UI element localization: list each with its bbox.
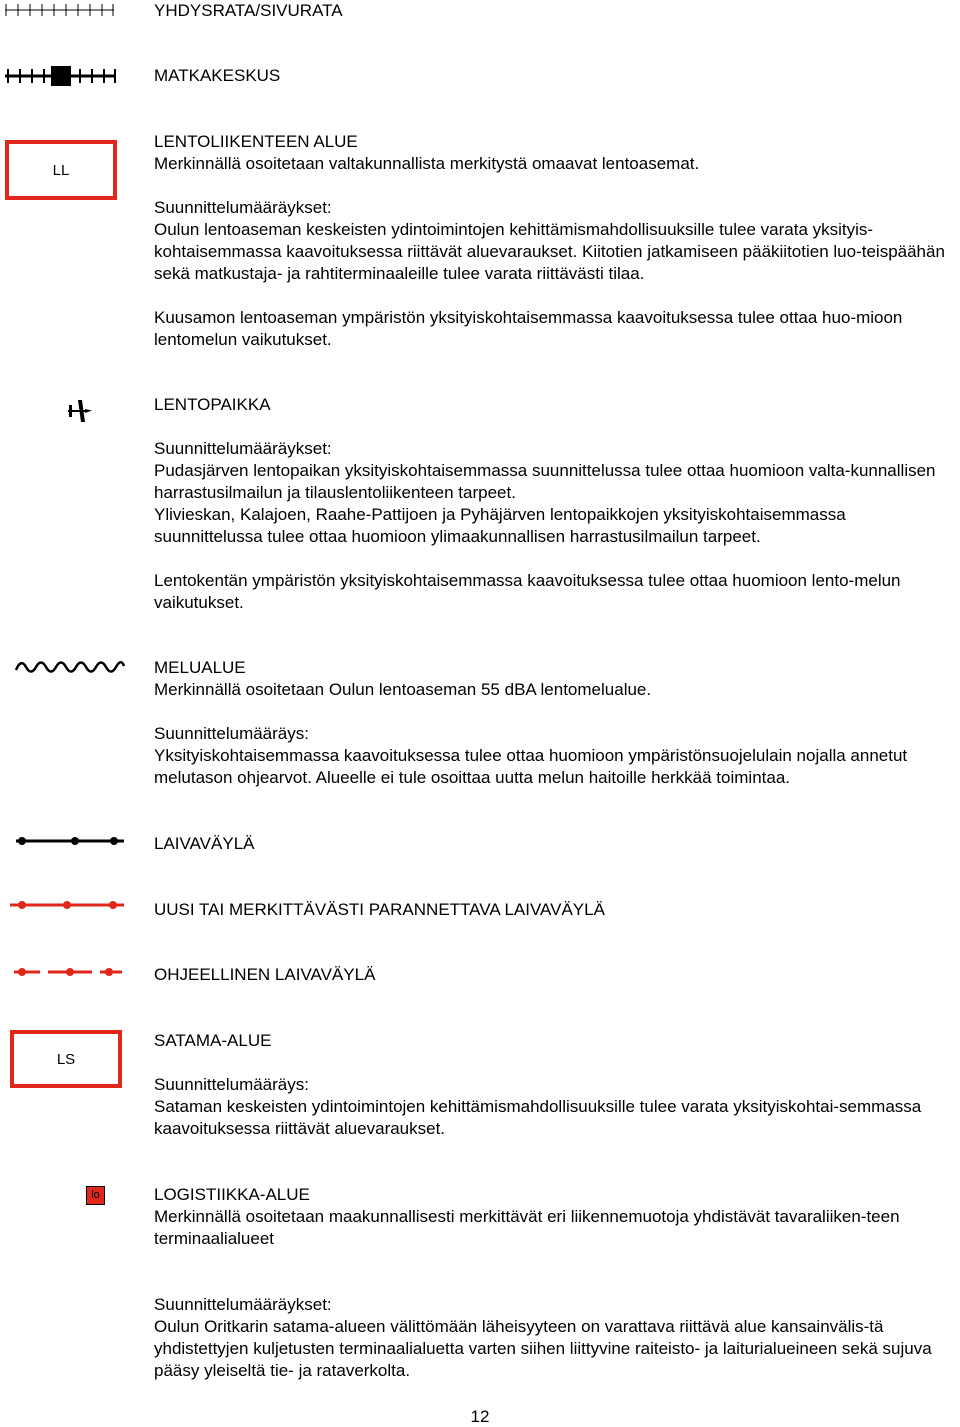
airfield-regulation-1: Pudasjärven lentopaikan yksityiskohtaisemmassa suunnittelussa tulee ottaa huomioon valta-kunnallisen harrastusilmailun ja tilauslentoliikenteen tarpeet. [154,461,936,502]
logistics-area-regulation: Oulun Oritkarin satama-alueen välittömään läheisyyteen on varattava riittävä alue kansainvälis-tä yhdistettyjen kuljetusten terminaalialuetta varten siihen liittyvine raiteisto- ja laiturialueineen sekä sujuva pääsy yleiseltä tie- ja rataverkolta. [154,1317,932,1380]
noise-area-regulation: Yksityiskohtaisemmassa kaavoituksessa tulee ottaa huomioon ympäristönsuojelulain nojalla annetut melutason ohjearvot. Alueelle ei tule osoittaa uutta melun haitoille herkkää toimintaa. [154,746,908,787]
new-fairway-section [154,899,954,921]
airport-area-symbol-label: LL [52,161,70,179]
airport-area-title: LENTOLIIKENTEEN ALUE [154,132,358,151]
indicative-fairway-section [154,964,954,986]
airport-area-desc: Merkinnällä osoitetaan valtakunnallista merkitystä omaavat lentoasemat. [154,154,700,173]
airplane-icon [66,396,96,426]
airfield-heading: Suunnittelumääräykset: [154,439,332,458]
side-track-section [154,0,954,22]
airfield-section [154,394,954,614]
side-track-title: YHDYSRATA/SIVURATA [154,1,343,20]
noise-area-heading: Suunnittelumääräys: [154,724,309,743]
logistics-area-symbol [86,1186,105,1205]
airport-area-heading: Suunnittelumääräykset: [154,198,332,217]
travel-center-section [154,65,954,87]
fairway-symbol [14,834,126,848]
noise-area-desc: Merkinnällä osoitetaan Oulun lentoaseman 55 dBA lentomelualue. [154,680,652,699]
travel-center-symbol [4,64,118,88]
fairway-section [154,833,954,855]
logistics-area-desc: Merkinnällä osoitetaan maakunnallisesti merkittävät eri liikennemuotoja yhdistävät tavaraliiken-teen terminaalialueet [154,1207,900,1248]
airport-area-regulation-2: Kuusamon lentoaseman ympäristön yksityiskohtaisemmassa kaavoituksessa tulee ottaa huo-mioon lentomelun vaikutukset. [154,308,903,349]
indicative-fairway-symbol [12,965,124,979]
page-number: 12 [470,1407,490,1426]
airport-area-regulation-1: Oulun lentoaseman keskeisten ydintoimintojen kehittämismahdollisuuksille tulee varata yksityis-kohtaisemmassa kaavoituksessa riittävät aluevaraukset. Kiitotien jatkamiseen pääkiitotien luo-teispäähän sekä matkustaja- ja rahtiterminaaleille tulee varata riittävästi tilaa. [154,220,945,283]
harbour-area-regulation: Sataman keskeisten ydintoimintojen kehittämismahdollisuuksille tulee varata yksityiskohtai-semmassa kaavoituksessa riittävät aluevaraukset. [154,1097,922,1138]
noise-area-symbol [14,656,126,678]
airport-area-section [154,131,954,351]
new-fairway-symbol [8,898,126,912]
logistics-area-title: LOGISTIIKKA-ALUE [154,1185,310,1204]
harbour-area-title: SATAMA-ALUE [154,1031,272,1050]
airport-area-symbol [5,140,117,200]
side-track-symbol [4,3,116,17]
fairway-title: LAIVAVÄYLÄ [154,834,255,853]
airfield-title: LENTOPAIKKA [154,395,271,414]
airfield-regulation-3: Lentokentän ympäristön yksityiskohtaisemmassa kaavoituksessa tulee ottaa huomioon lento-melun vaikutukset. [154,571,901,612]
harbour-area-heading: Suunnittelumääräys: [154,1075,309,1094]
logistics-area-symbol-label: lo [91,1189,100,1201]
harbour-area-symbol-label: LS [56,1050,76,1068]
noise-area-title: MELUALUE [154,658,246,677]
noise-area-section [154,657,954,789]
airfield-regulation-2: Ylivieskan, Kalajoen, Raahe-Pattijoen ja Pyhäjärven lentopaikkojen yksityiskohtaisemmassa suunnittelussa tulee ottaa huomioon ylimaakunnallisen harrastusilmailun tarpeet. [154,505,846,546]
new-fairway-title: UUSI TAI MERKITTÄVÄSTI PARANNETTAVA LAIVAVÄYLÄ [154,900,605,919]
indicative-fairway-title: OHJEELLINEN LAIVAVÄYLÄ [154,965,376,984]
harbour-area-section [154,1030,954,1140]
logistics-area-section [154,1184,954,1382]
logistics-area-heading: Suunnittelumääräykset: [154,1295,332,1314]
travel-center-title: MATKAKESKUS [154,66,281,85]
harbour-area-symbol [10,1030,122,1088]
